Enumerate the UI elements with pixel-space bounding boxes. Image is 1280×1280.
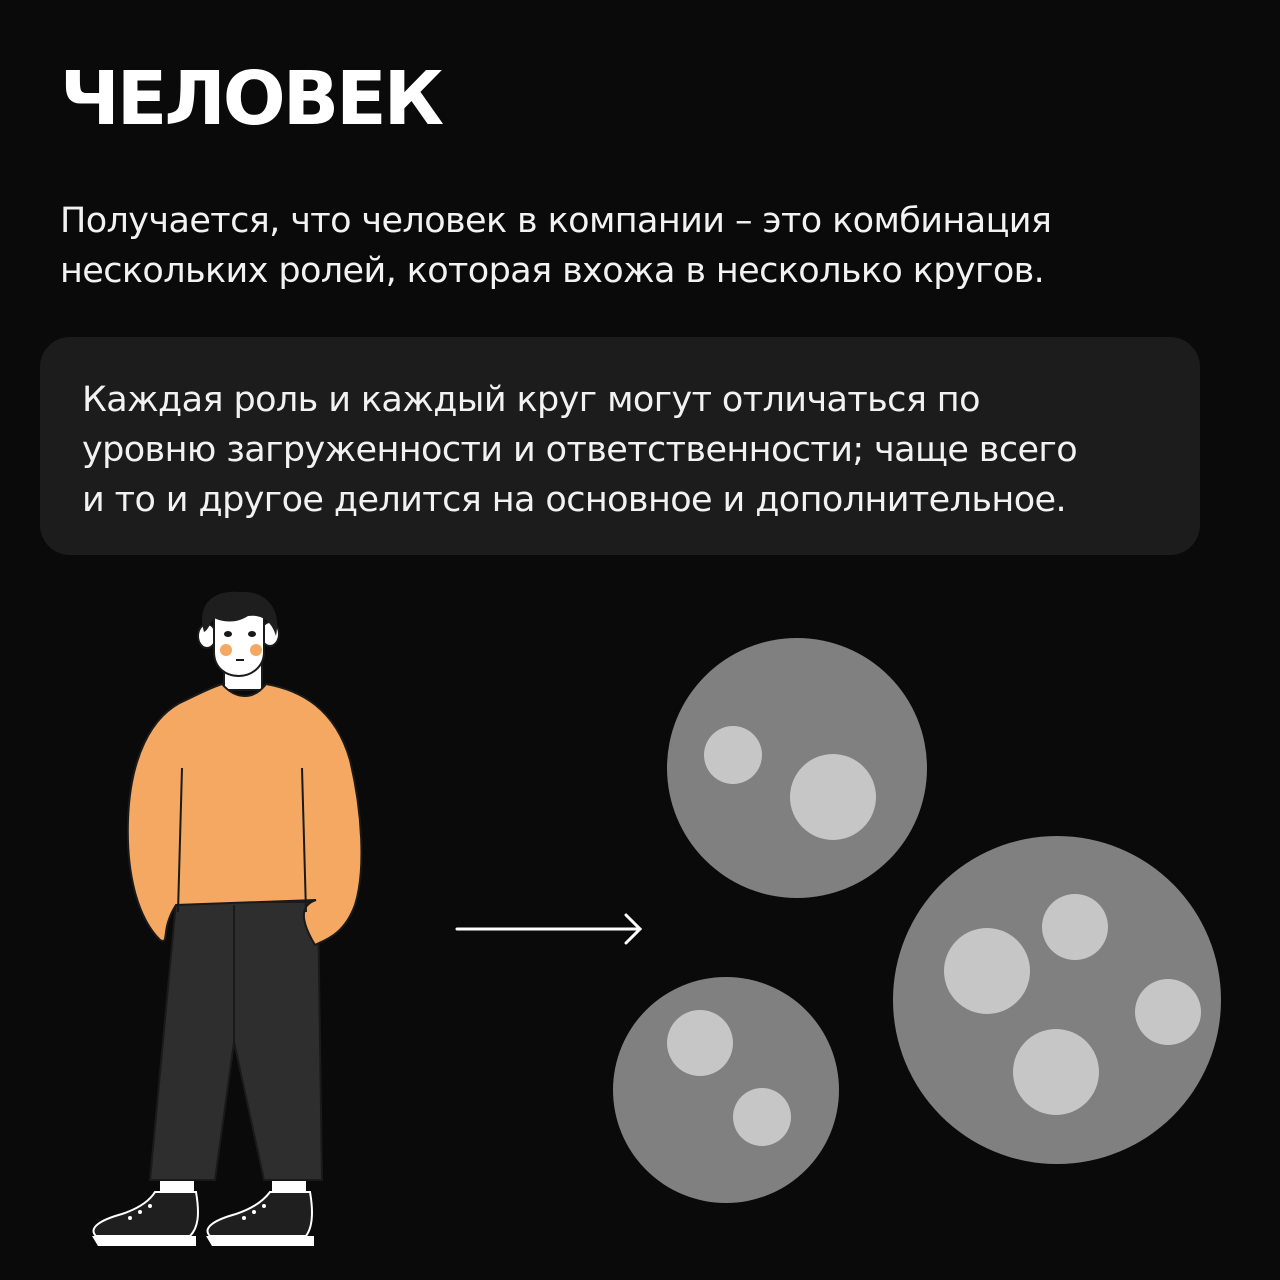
intro-line-1: Получается, что человек в компании – это комбинация — [60, 201, 1052, 241]
person-illustration — [92, 592, 361, 1246]
circle-large-dot-4 — [1013, 1029, 1099, 1115]
arrow-right-icon — [457, 915, 640, 943]
intro-text — [60, 196, 1220, 296]
circle-large-dot-1 — [1042, 894, 1108, 960]
circle-large — [893, 836, 1221, 1164]
right-shoe — [208, 1192, 313, 1236]
note-line-3: и то и другое делится на основное и дополнительное. — [82, 480, 1066, 520]
illustration — [0, 580, 1280, 1280]
left-shoe — [94, 1192, 198, 1236]
intro-line-2: нескольких ролей, которая вхожа в несколько кругов. — [60, 251, 1045, 291]
circle-large-dot-3 — [1135, 979, 1201, 1045]
note-text — [82, 375, 1077, 525]
page-title: ЧЕЛОВЕК — [60, 56, 442, 142]
circle-top-dot-2 — [790, 754, 876, 840]
cheek-right — [250, 644, 262, 656]
circle-top — [667, 638, 927, 898]
circle-top-dot-1 — [704, 726, 762, 784]
left-shoe-sole — [92, 1236, 196, 1246]
circle-large-dot-2 — [944, 928, 1030, 1014]
note-card — [40, 337, 1200, 555]
note-line-1: Каждая роль и каждый круг могут отличаться по — [82, 380, 980, 420]
right-shoe-sole — [206, 1236, 314, 1246]
cheek-left — [220, 644, 232, 656]
circle-bottom-dot-2 — [733, 1088, 791, 1146]
note-line-2: уровню загруженности и ответственности; чаще всего — [82, 430, 1078, 470]
circle-bottom — [613, 977, 839, 1203]
eye-right — [248, 631, 256, 637]
eye-left — [224, 631, 232, 637]
trousers — [150, 902, 322, 1180]
circle-bottom-dot-1 — [667, 1010, 733, 1076]
